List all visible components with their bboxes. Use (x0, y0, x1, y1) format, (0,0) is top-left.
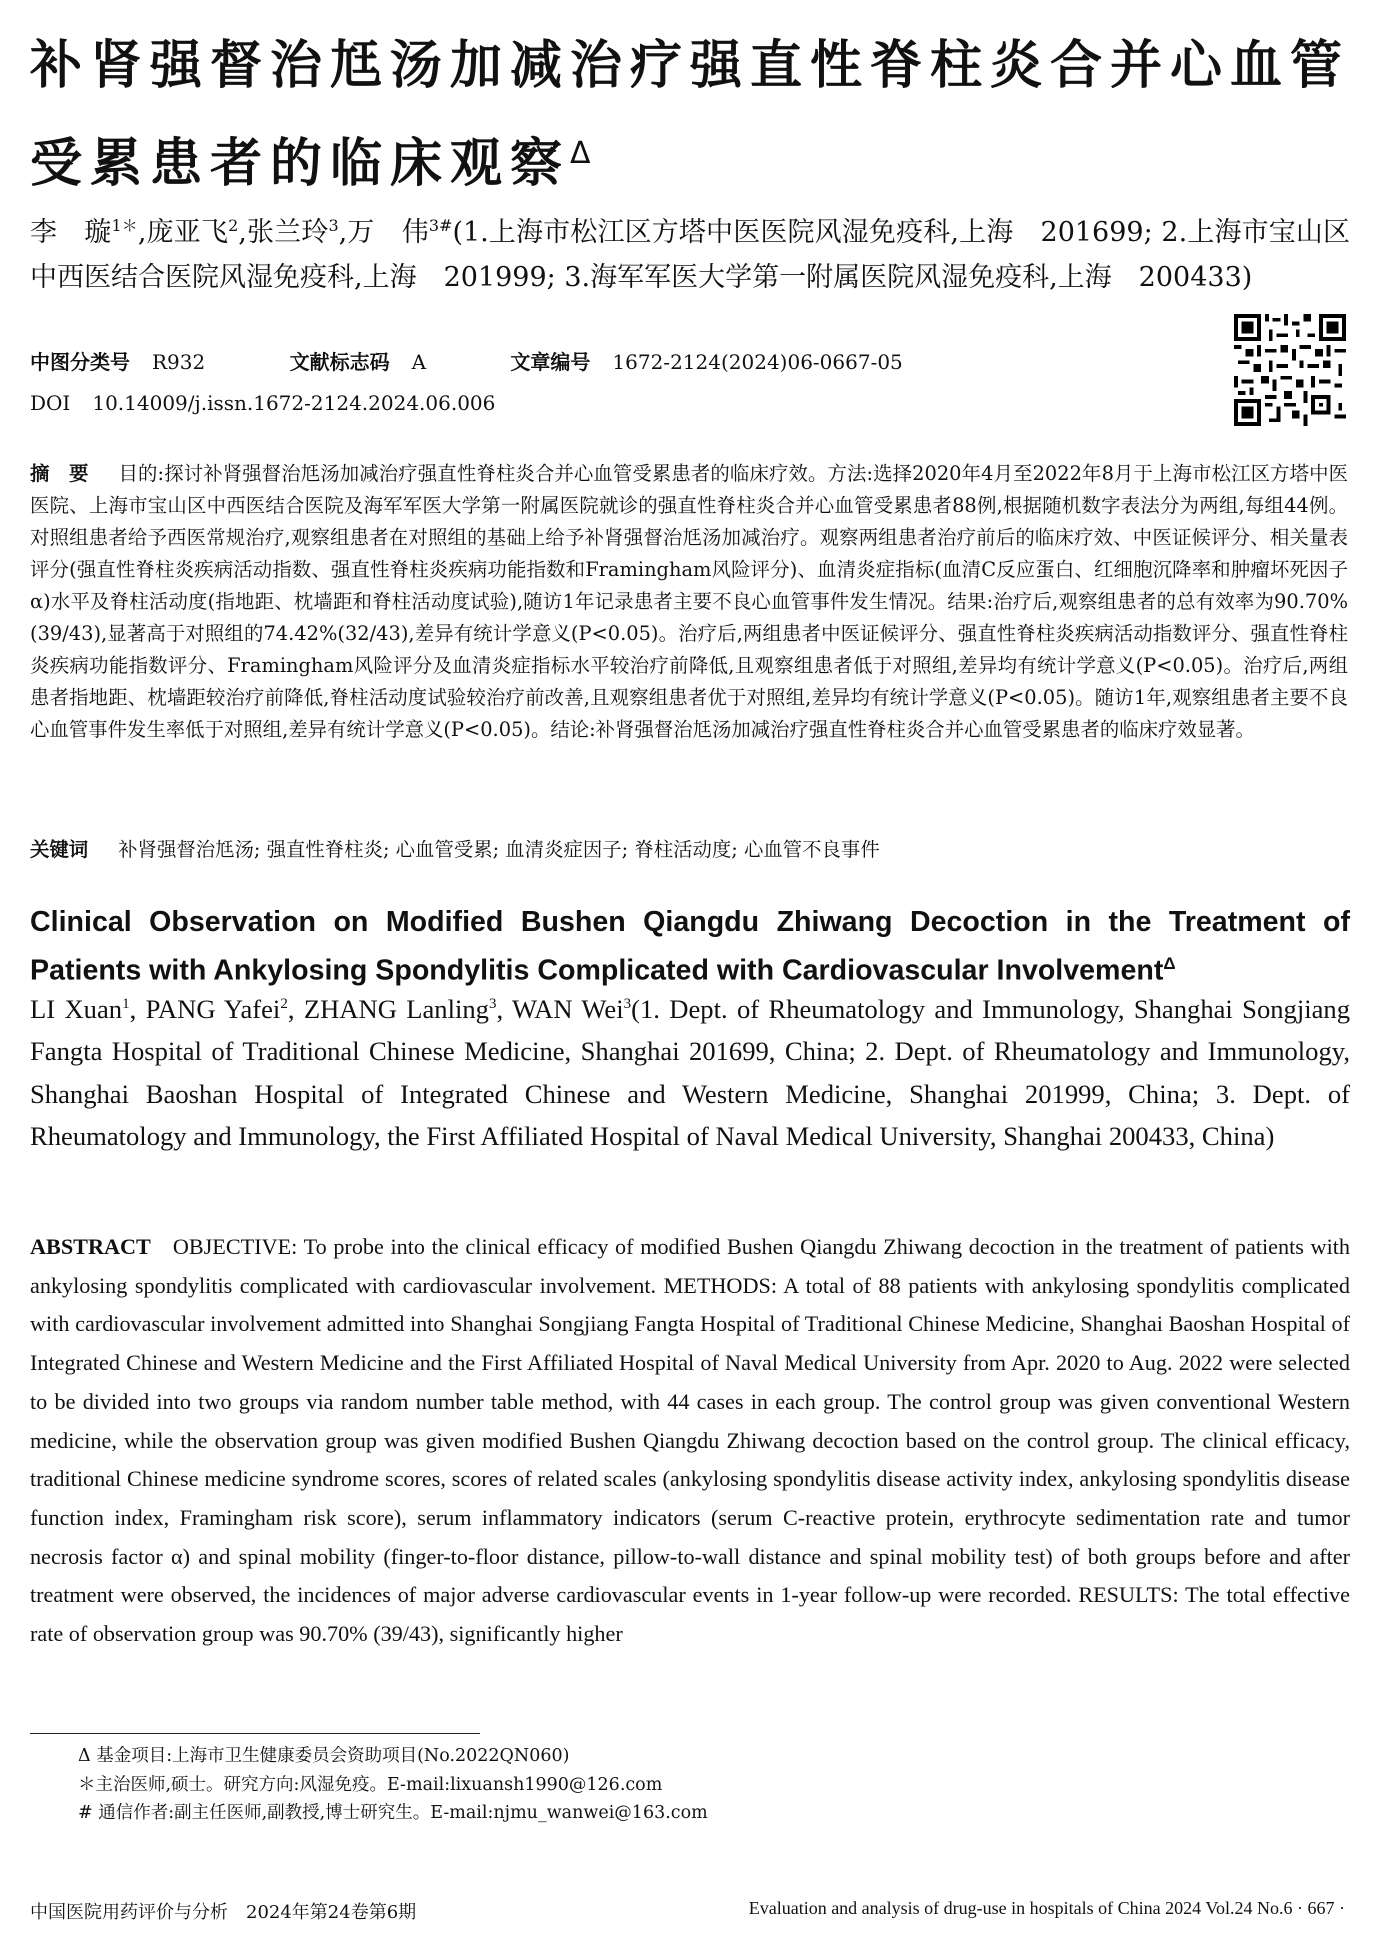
article-meta (30, 342, 1230, 424)
author-2-sup: 2 (228, 216, 239, 235)
author-2: 庞亚飞 (146, 217, 229, 248)
journal-footer-en: Evaluation and analysis of drug-use in hospitals of China 2024 Vol.24 No.6 · 667 · (748, 1898, 1345, 1918)
author-en-4-sup: 3 (623, 996, 632, 1012)
doccode-label: 文献标志码 (289, 350, 390, 374)
authors-en: LI Xuan$^1$, PANG Yafei$^2$, ZHANG Lanling$^3$, WAN Wei$^3$(1. Dept. of Rheumatology and Immunology, Shanghai Songjiang Fangta Hospital of Traditional Chinese Medicine, Shanghai 201699, China; 2. Dept. of Rheumatology and Immunology, Shanghai Baoshan Hospital of Integrated Chinese and Western Medicine, Shanghai 201999, China; 3. Dept. of Rheumatology and Immunology, the First Affiliated Hospital of Naval Medical University, Shanghai 200433, China) (30, 993, 1351, 1152)
abstract-en-label: ABSTRACT (30, 1234, 151, 1259)
abstract-zh-text: 目的:探讨补肾强督治尪汤加减治疗强直性脊柱炎合并心血管受累患者的临床疗效。方法:选择2020年4月至2022年8月于上海市松江区方塔中医医院、上海市宝山区中西医结合医院及海军军医大学第一附属医院就诊的强直性脊柱炎合并心血管受累患者88例,根据随机数字表法分为两组,每组44例。对照组患者给予西医常规治疗,观察组患者在对照组的基础上给予补肾强督治尪汤加减治疗。观察两组患者治疗前后的临床疗效、中医证候评分、相关量表评分(强直性脊柱炎疾病活动指数、强直性脊柱炎疾病功能指数和Framingham风险评分)、血清炎症指标(血清C反应蛋白、红细胞沉降率和肿瘤坏死因子α)水平及脊柱活动度(指地距、枕墙距和脊柱活动度试验),随访1年记录患者主要不良心血管事件发生情况。结果:治疗后,观察组患者的总有效率为90.70%(39/43),显著高于对照组的74.42%(32/43),差异有统计学意义(P<0.05)。治疗后,两组患者中医证候评分、强直性脊柱炎疾病活动指数评分、强直性脊柱炎疾病功能指数评分、Framingham风险评分及血清炎症指标水平较治疗前降低,且观察组患者低于对照组,差异均有统计学意义(P<0.05)。治疗后,两组患者指地距、枕墙距较治疗前降低,脊柱活动度试验较治疗前改善,且观察组患者优于对照组,差异均有统计学意义(P<0.05)。随访1年,观察组患者主要不良心血管事件发生率低于对照组,差异有统计学意义(P<0.05)。结论:补肾强督治尪汤加减治疗强直性脊柱炎合并心血管受累患者的临床疗效显著。 (30, 462, 1349, 741)
keywords-zh (30, 834, 1348, 866)
abstract-en (30, 1228, 1350, 1654)
qr-code-icon[interactable] (1234, 314, 1346, 426)
author-4: 万 伟 (347, 217, 429, 248)
authors-zh: 李 璇$^{1*}$,庞亚飞$^2$,张兰玲$^3$,万 伟$^{3\#}$(1.上海市松江区方塔中医医院风湿免疫科,上海 201699; 2.上海市宝山区中西医结合医院风湿免疫科,上海 201999; 3.海军军医大学第一附属医院风湿免疫科,上海 200433) (30, 216, 1351, 293)
article-number-label: 文章编号 (510, 350, 591, 374)
author-en-4: WAN Wei (512, 993, 624, 1024)
author-en-3-sup: 3 (488, 996, 497, 1012)
article-title-en-text: Clinical Observation on Modified Bushen Qiangdu Zhiwang Decoction in the Treatment of Patients with Ankylosing Spondylitis Complicated with Cardiovascular Involvement (30, 906, 1350, 987)
author-4-sup: 3# (428, 216, 453, 235)
affiliations-zh: (1.上海市松江区方塔中医医院风湿免疫科,上海 201699; 2.上海市宝山区中西医结合医院风湿免疫科,上海 201999; 3.海军军医大学第一附属医院风湿免疫科,上海 200433) (30, 217, 1351, 293)
clc-value: R932 (152, 350, 206, 374)
footnote-corresponding-author: # 通信作者:副主任医师,副教授,博士研究生。E-mail:njmu_wanwei@163.com (78, 1803, 708, 1823)
article-title-zh-text: 补肾强督治尪汤加减治疗强直性脊柱炎合并心血管受累患者的临床观察 (30, 36, 1351, 194)
funding-mark: Δ (570, 136, 591, 171)
author-en-1: LI Xuan (30, 993, 123, 1024)
footnote-funding: Δ 基金项目:上海市卫生健康委员会资助项目(No.2022QN060) (78, 1746, 570, 1766)
clc-label: 中图分类号 (30, 350, 130, 374)
footnote-divider (30, 1733, 480, 1734)
doccode-value: A (411, 350, 427, 374)
article-title-zh (30, 22, 1350, 208)
doi-value[interactable]: 10.14009/j.issn.1672-2124.2024.06.006 (92, 391, 496, 415)
affiliations-en: (1. Dept. of Rheumatology and Immunology, Shanghai Songjiang Fangta Hospital of Traditional Chinese Medicine, Shanghai 201699, China; 2. Dept. of Rheumatology and Immunology, Shanghai Baoshan Hospital of Integrated Chinese and Western Medicine, Shanghai 201999, China; 3. Dept. of Rheumatology and Immunology, the First Affiliated Hospital of Naval Medical University, Shanghai 200433, China) (30, 993, 1351, 1152)
article-title-en (30, 902, 1350, 992)
keywords-zh-label: 关键词 (30, 838, 89, 861)
author-en-2: PANG Yafei (145, 993, 281, 1024)
author-3: 张兰玲 (246, 217, 329, 248)
journal-footer-zh: 中国医院用药评价与分析 2024年第24卷第6期 (30, 1902, 417, 1923)
footnote-first-author: ＊主治医师,硕士。研究方向:风湿免疫。E-mail:lixuansh1990@126.com (78, 1774, 663, 1795)
author-3-sup: 3 (328, 216, 339, 235)
footnotes (78, 1742, 1278, 1828)
author-en-2-sup: 2 (280, 996, 288, 1012)
author-en-1-sup: 1 (122, 996, 130, 1012)
article-number-value: 1672-2124(2024)06-0667-05 (612, 350, 903, 374)
author-1-sup: 1＊ (111, 216, 138, 235)
keywords-zh-text: 补肾强督治尪汤; 强直性脊柱炎; 心血管受累; 血清炎症因子; 脊柱活动度; 心血管不良事件 (118, 838, 880, 861)
author-1: 李 璇 (30, 217, 112, 248)
abstract-en-text: OBJECTIVE: To probe into the clinical efficacy of modified Bushen Qiangdu Zhiwang decoction in the treatment of patients with ankylosing spondylitis complicated with cardiovascular involvement. METHODS: A total of 88 patients with ankylosing spondylitis complicated with cardiovascular involvement admitted into Shanghai Songjiang Fangta Hospital of Traditional Chinese Medicine, Shanghai Baoshan Hospital of Integrated Chinese and Western Medicine and the First Affiliated Hospital of Naval Medical University from Apr. 2020 to Aug. 2022 were selected to be divided into two groups via random number table method, with 44 cases in each group. The control group was given conventional Western medicine, while the observation group was given modified Bushen Qiangdu Zhiwang decoction based on the control group. The clinical efficacy, traditional Chinese medicine syndrome scores, scores of related scales (ankylosing spondylitis disease activity index, ankylosing spondylitis disease function index, Framingham risk score), serum inflammatory indicators (serum C-reactive protein, erythrocyte sedimentation rate and tumor necrosis factor α) and spinal mobility (finger-to-floor distance, pillow-to-wall distance and spinal mobility test) of both groups before and after treatment were observed, the incidences of major adverse cardiovascular events in 1-year follow-up were recorded. RESULTS: The total effective rate of observation group was 90.70% (39/43), significantly higher (30, 1234, 1350, 1647)
abstract-zh-label: 摘 要 (30, 462, 89, 485)
abstract-zh (30, 458, 1348, 746)
funding-mark-en: Δ (1163, 954, 1176, 973)
doi-label: DOI (30, 391, 71, 415)
author-en-3: ZHANG Lanling (303, 993, 489, 1024)
